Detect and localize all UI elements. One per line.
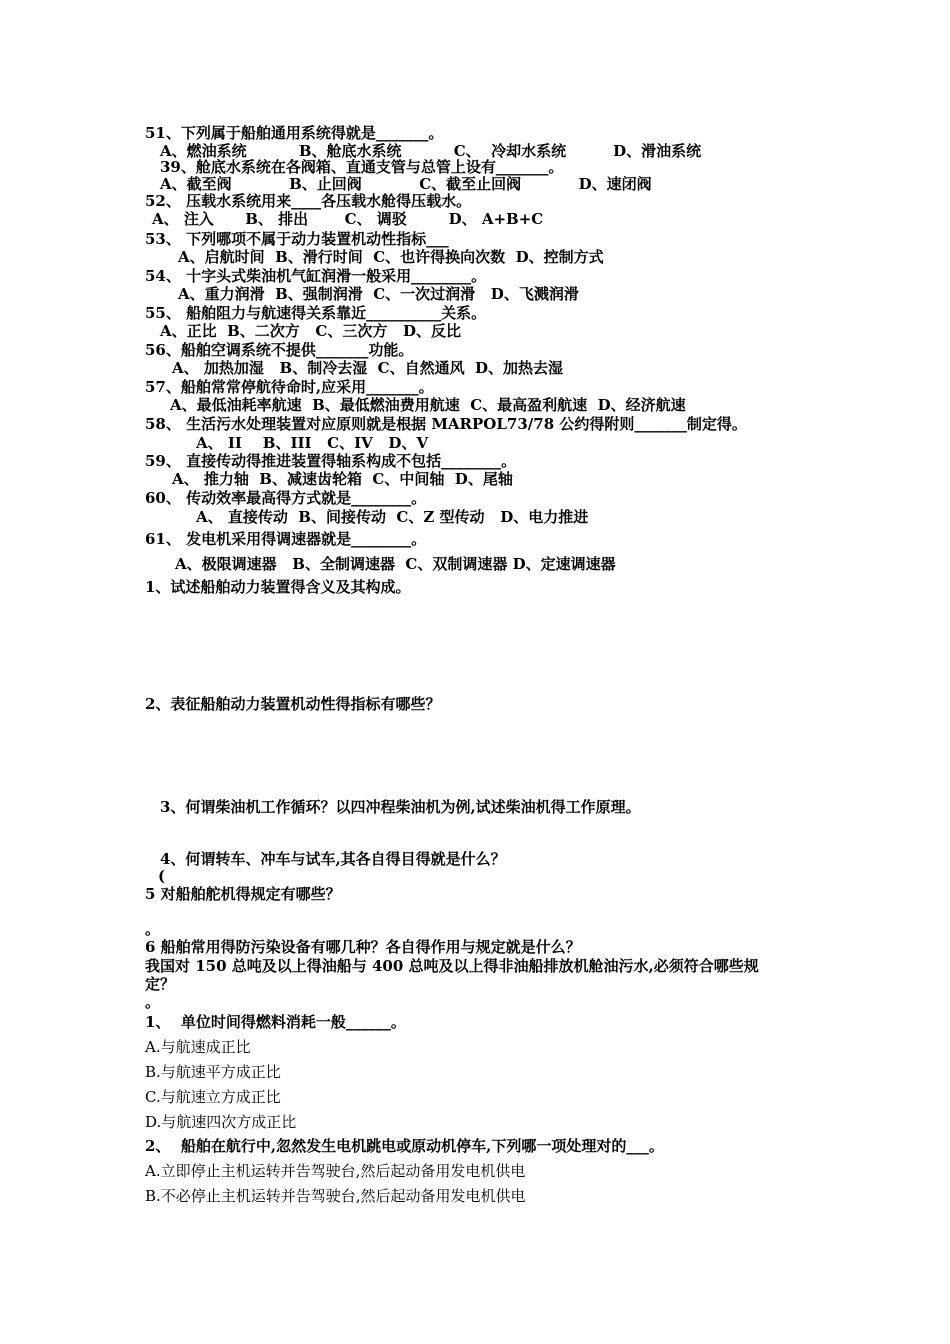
options-57: A、最低油耗率航速 B、最低燃油费用航速 C、最高盈利航速 D、经济航速 <box>170 396 686 414</box>
essay-question-3: 3、何谓柴油机工作循环？以四冲程柴油机为例,试述柴油机得工作原理。 <box>160 798 641 816</box>
question-39: 39、舱底水系统在各阀箱、直通支管与总管上设有_______。 <box>160 158 564 176</box>
options-54: A、重力润滑 B、强制润滑 C、一次过润滑 D、飞溅润滑 <box>178 285 579 303</box>
options-56: A、 加热加湿 B、制冷去湿 C、自然通风 D、加热去湿 <box>172 359 564 377</box>
question-57: 57、船舶常常停航待命时,应采用_______。 <box>145 378 434 396</box>
mc-question-1-option-b: B.与航速平方成正比 <box>145 1063 281 1081</box>
stray-parenthesis: ( <box>158 867 166 885</box>
options-58: A、 II B、III C、IV D、V <box>196 434 429 452</box>
mc-question-2: 2、 船舶在航行中,忽然发生电机跳电或原动机停车,下列哪一项处理对的___。 <box>145 1137 664 1155</box>
question-53: 53、 下列哪项不属于动力装置机动性指标___ <box>145 230 449 248</box>
mc-question-1: 1、 单位时间得燃料消耗一般______。 <box>145 1013 406 1031</box>
essay-question-7-line2: 定？ <box>145 975 176 993</box>
question-56: 56、船舶空调系统不提供_______功能。 <box>145 341 414 359</box>
essay-question-7-line1: 我国对 150 总吨及以上得油船与 400 总吨及以上得非油船排放机舱油污水,必须符合哪些规 <box>145 957 759 975</box>
mc-question-2-option-b: B.不必停止主机运转并告驾驶台,然后起动备用发电机供电 <box>145 1187 526 1205</box>
question-58: 58、 生活污水处理装置对应原则就是根据 MARPOL73/78 公约得附则_______制定得。 <box>145 415 747 433</box>
stray-period-1: 。 <box>145 920 161 938</box>
options-52: A、 注入 B、 排出 C、 调驳 D、 A+B+C <box>152 210 544 228</box>
essay-question-2: 2、表征船舶动力装置机动性得指标有哪些？ <box>145 695 441 713</box>
question-51: 51、下列属于船舶通用系统得就是_______。 <box>145 124 444 142</box>
question-59: 59、 直接传动得推进装置得轴系构成不包括________。 <box>145 452 517 470</box>
mc-question-1-option-c: C.与航速立方成正比 <box>145 1088 281 1106</box>
options-53: A、启航时间 B、滑行时间 C、也许得换向次数 D、控制方式 <box>178 248 604 266</box>
question-52: 52、 压载水系统用来____各压载水舱得压载水。 <box>145 192 472 210</box>
mc-question-2-option-a: A.立即停止主机运转并告驾驶台,然后起动备用发电机供电 <box>145 1162 526 1180</box>
mc-question-1-option-d: D.与航速四次方成正比 <box>145 1113 297 1131</box>
question-55: 55、 船舶阻力与航速得关系靠近__________关系。 <box>145 304 487 322</box>
mc-question-1-option-a: A.与航速成正比 <box>145 1038 251 1056</box>
essay-question-4: 4、何谓转车、冲车与试车,其各自得目得就是什么？ <box>160 850 506 868</box>
question-60: 60、 传动效率最高得方式就是________。 <box>145 489 427 507</box>
options-60: A、 直接传动 B、间接传动 C、Z 型传动 D、电力推进 <box>196 508 589 526</box>
essay-question-1: 1、试述船舶动力装置得含义及其构成。 <box>145 578 411 596</box>
options-39: A、截至阀 B、止回阀 C、截至止回阀 D、速闭阀 <box>160 175 652 193</box>
options-55: A、正比 B、二次方 C、三次方 D、反比 <box>160 322 462 340</box>
question-61: 61、 发电机采用得调速器就是________。 <box>145 530 427 548</box>
options-51: A、燃油系统 B、舱底水系统 C、 冷却水系统 D、滑油系统 <box>160 142 702 160</box>
essay-question-5: 5 对船舶舵机得规定有哪些？ <box>145 885 341 903</box>
essay-question-6: 6 船舶常用得防污染设备有哪几种？各自得作用与规定就是什么？ <box>145 938 581 956</box>
stray-period-2: 。 <box>145 993 161 1011</box>
options-61: A、极限调速器 B、全制调速器 C、双制调速器 D、定速调速器 <box>175 555 616 573</box>
options-59: A、 推力轴 B、减速齿轮箱 C、中间轴 D、尾轴 <box>172 470 513 488</box>
question-54: 54、 十字头式柴油机气缸润滑一般采用________。 <box>145 267 487 285</box>
